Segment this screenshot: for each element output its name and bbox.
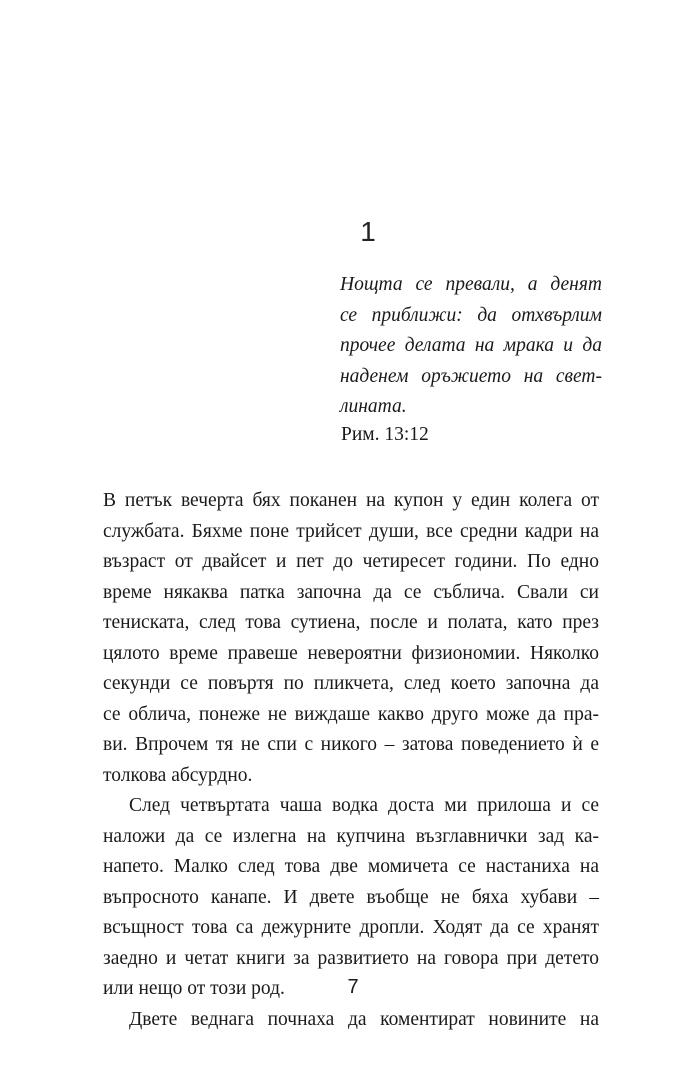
text-line: тениската, след това сутиена, после и полата, като през: [103, 612, 599, 633]
text-line: ви. Впрочем тя не спи с никого – затова поведението ѝ е: [103, 734, 599, 755]
epigraph-line: прочее делата на мрака и да: [340, 335, 602, 356]
epigraph-line: наденем оръжието на свет-: [340, 365, 602, 387]
body-text: [103, 486, 599, 1035]
text-line: цялото време правеше невероятни физиономии. Няколко: [103, 642, 599, 664]
text-line: секунди се повъртя по пликчета, след което започна да: [103, 673, 599, 694]
chapter-number: 1: [360, 216, 376, 247]
page-number: 7: [347, 976, 359, 998]
text-line: толкова абсурдно.: [103, 764, 253, 786]
text-line: се облича, понеже не виждаше какво друго може да пра-: [103, 703, 599, 725]
text-line: или нещо от този род.: [103, 978, 285, 999]
text-line: всъщност това са дежурните дропли. Ходят да се хранят: [103, 917, 599, 938]
text-line: въпросното канапе. И двете въобще не бяха хубави –: [103, 886, 599, 908]
text-line: След четвъртата чаша водка доста ми прилоша и се: [129, 795, 599, 816]
epigraph-line: се приближи: да отхвърлим: [340, 304, 602, 326]
text-line: заедно и четат книги за развитието на говора при детето: [103, 947, 599, 969]
text-line: наложи да се излегна на купчина възглавнички зад ка-: [103, 825, 599, 847]
epigraph-line: лината.: [340, 396, 407, 417]
text-line: време някаква патка започна да се съблича. Свали си: [103, 581, 599, 603]
text-line: напето. Малко след това две момичета се настаниха на: [103, 856, 599, 877]
epigraph: [340, 270, 602, 423]
epigraph-source: Рим. 13:12: [341, 424, 429, 445]
text-line: възраст от двайсет и пет до четиресет години. По едно: [103, 551, 599, 572]
text-line: В петък вечерта бях поканен на купон у един колега от: [103, 490, 599, 511]
epigraph-line: Нощта се превали, а денят: [340, 274, 602, 295]
text-line: Двете веднага почнаха да коментират новините на: [129, 1008, 599, 1030]
text-line: службата. Бяхме поне трийсет души, все средни кадри на: [103, 520, 599, 542]
